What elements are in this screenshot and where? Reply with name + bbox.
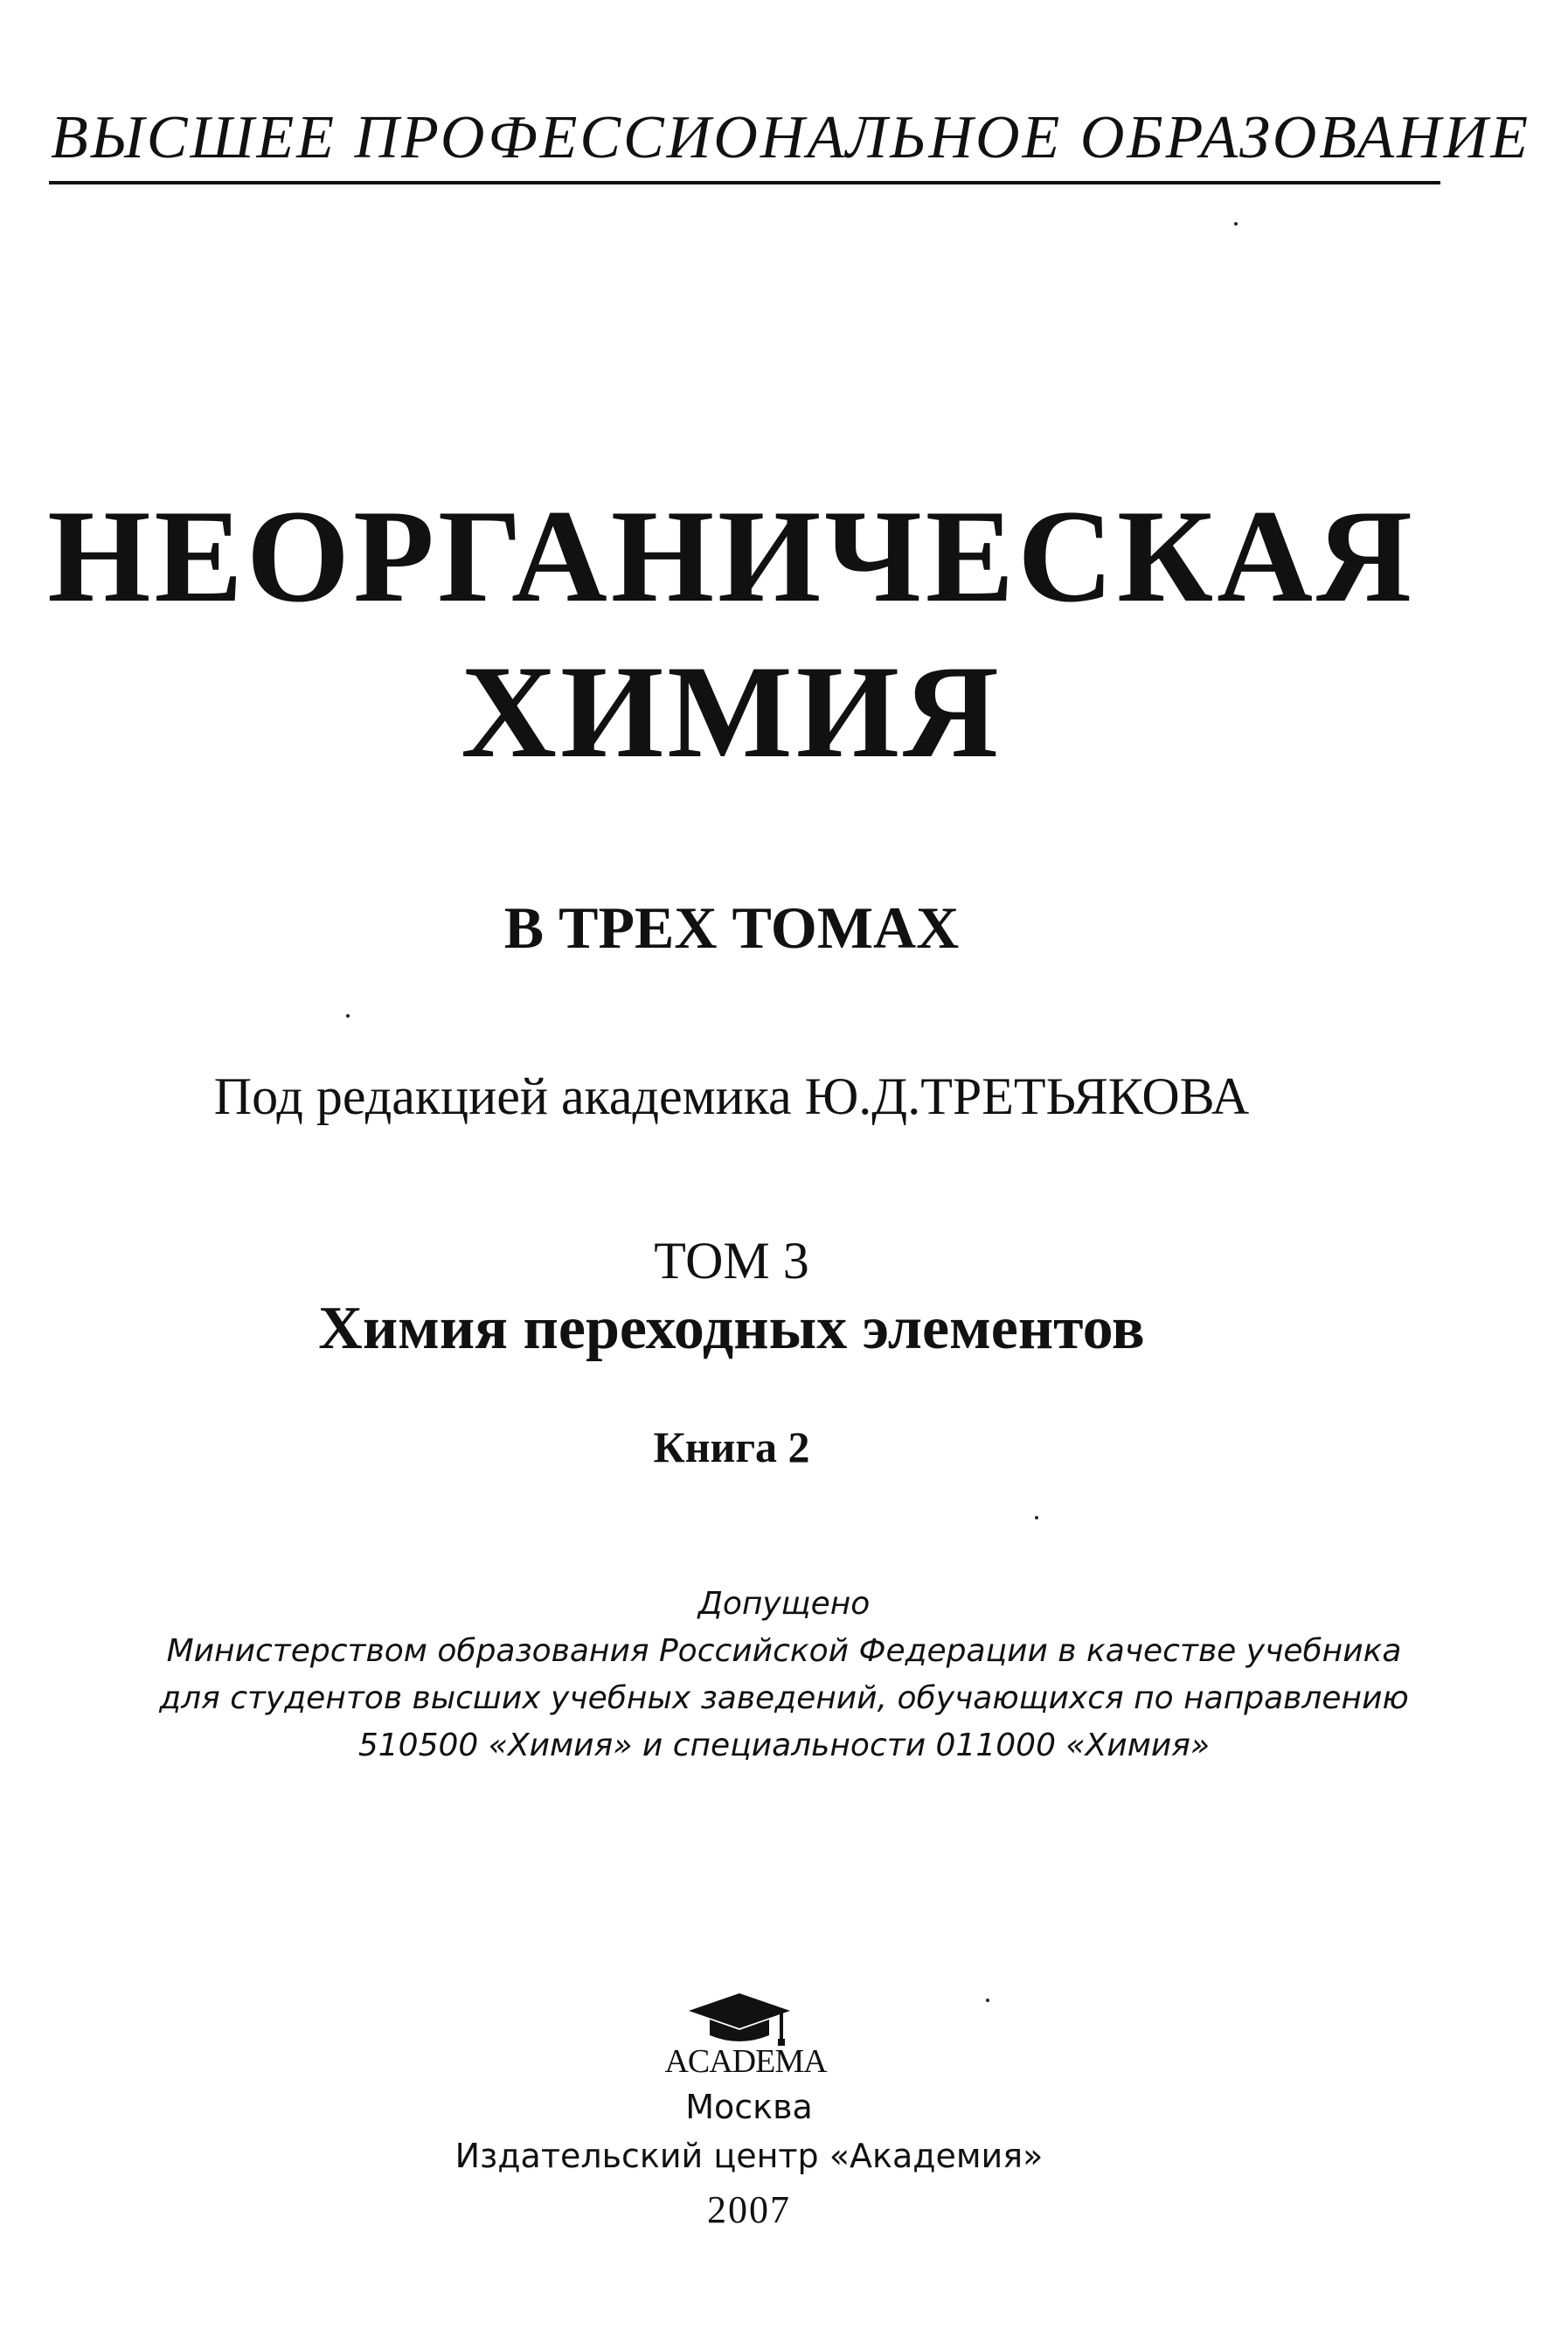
publisher-name: Издательский центр «Академия» bbox=[454, 2137, 1044, 2175]
logo-wordmark: ACADEMA bbox=[664, 2043, 827, 2080]
approval-line: для студентов высших учебных заведений, обучающихся по направлению bbox=[159, 1680, 1409, 1716]
scan-speck bbox=[346, 1014, 350, 1018]
publisher-logo bbox=[645, 1992, 846, 2088]
approval-notice bbox=[0, 1581, 1568, 1769]
set-label: В ТРЕХ ТОМАХ bbox=[503, 894, 960, 961]
scan-speck bbox=[1035, 1516, 1038, 1519]
approval-line: Министерством образования Российской Федерации в качестве учебника bbox=[166, 1633, 1402, 1669]
book-number: Книга 2 bbox=[653, 1422, 810, 1471]
book-title-line-1: НЕОРГАНИЧЕСКАЯ bbox=[47, 483, 1416, 629]
approval-line: Допущено bbox=[697, 1586, 871, 1622]
editor-credit: Под редакцией академика Ю.Д.ТРЕТЬЯКОВА bbox=[213, 1067, 1250, 1125]
scan-speck bbox=[1234, 222, 1238, 226]
series-title: ВЫСШЕЕ ПРОФЕССИОНАЛЬНОЕ ОБРАЗОВАНИЕ bbox=[51, 104, 1531, 171]
publication-year: 2007 bbox=[707, 2188, 791, 2231]
graduation-cap-icon bbox=[687, 1992, 792, 2046]
book-title-line-2: ХИМИЯ bbox=[461, 638, 1003, 785]
approval-line: 510500 «Химия» и специальности 011000 «Химия» bbox=[357, 1728, 1211, 1763]
scan-speck bbox=[986, 1999, 989, 2002]
publisher-city: Москва bbox=[685, 2088, 813, 2126]
series-rule bbox=[49, 181, 1440, 184]
volume-title: Химия переходных элементов bbox=[318, 1295, 1145, 1362]
volume-number: ТОМ 3 bbox=[654, 1232, 809, 1290]
